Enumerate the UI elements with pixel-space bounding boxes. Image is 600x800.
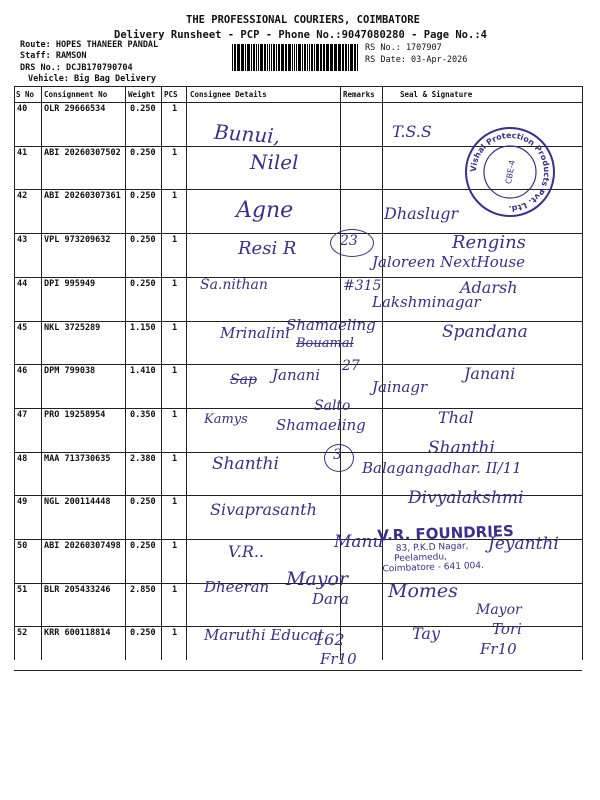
- handwriting: Resi R: [238, 238, 297, 259]
- foundry-name: V.R. FOUNDRIES: [377, 521, 515, 545]
- handwriting: Bouamal: [296, 336, 354, 351]
- handwriting: Kamys: [204, 412, 248, 427]
- barcode-bar: [256, 44, 257, 71]
- company-seal-stamp: [462, 124, 558, 220]
- cell-pcs: 1: [172, 235, 178, 246]
- cell-pcs: 1: [172, 322, 178, 333]
- handwriting: Thal: [438, 408, 474, 427]
- col-line: [161, 86, 162, 660]
- handwriting: Tori: [492, 620, 522, 638]
- table-top-border: [14, 86, 582, 87]
- handwriting: Mayor: [286, 568, 349, 590]
- handwriting: Dhaslugr: [384, 204, 459, 223]
- handwriting: Shamaeling: [276, 416, 366, 434]
- barcode-bar: [304, 44, 306, 71]
- barcode: [232, 44, 360, 71]
- cell-weight: 0.250: [130, 628, 156, 639]
- barcode-bar: [354, 44, 356, 71]
- barcode-bar: [285, 44, 287, 71]
- handwriting: Dara: [312, 590, 350, 608]
- vehicle-label: Vehicle: Big Bag Delivery: [28, 74, 156, 84]
- cell-pcs: 1: [172, 541, 178, 551]
- col-line: [125, 86, 126, 660]
- foundry-address-3: Coimbatore - 641 004.: [382, 560, 485, 575]
- barcode-bar: [357, 44, 358, 71]
- cell-weight: 0.350: [130, 409, 156, 420]
- handwriting: T.S.S: [392, 122, 432, 141]
- cell-sno: 43: [17, 235, 28, 246]
- cell-sno: 42: [17, 191, 28, 202]
- handwriting: Manu: [334, 532, 384, 552]
- barcode-bar: [298, 44, 301, 71]
- barcode-bar: [307, 44, 308, 71]
- col-weight: Weight: [128, 90, 156, 99]
- barcode-bar: [348, 44, 349, 71]
- handwriting: Mayor: [476, 602, 522, 618]
- handwriting: Jaloreen NextHouse: [372, 253, 525, 271]
- cell-weight: 0.250: [130, 147, 156, 158]
- handwriting: Maruthi Educat: [204, 626, 324, 644]
- handwriting: Shanthi: [428, 438, 495, 458]
- barcode-bar: [288, 44, 291, 71]
- barcode-bar: [251, 44, 252, 71]
- handwriting: V.R..: [228, 542, 265, 561]
- cell-consignment: ABI 20260307498: [44, 541, 121, 551]
- barcode-bar: [296, 44, 297, 71]
- col-consignee: Consignee Details: [190, 90, 267, 99]
- cell-consignment: DPI 995949: [44, 278, 96, 289]
- cell-pcs: 1: [172, 453, 178, 464]
- cell-consignment: NGL 200114448: [44, 497, 111, 508]
- cell-consignment: ABI 20260307502: [44, 147, 121, 158]
- handwriting: Adarsh: [460, 278, 518, 297]
- barcode-bar: [232, 44, 233, 71]
- barcode-bar: [253, 44, 255, 71]
- rs-number: RS No.: 1707907: [365, 43, 442, 53]
- handwriting: Divyalakshmi: [408, 488, 524, 508]
- handwriting: Dheeran: [204, 578, 270, 596]
- barcode-bar: [334, 44, 337, 71]
- barcode-bar: [269, 44, 270, 71]
- cell-consignment: KRR 600118814: [44, 628, 111, 639]
- row-divider: [14, 408, 582, 409]
- barcode-bar: [245, 44, 246, 71]
- cell-pcs: 1: [172, 278, 178, 289]
- handwriting: Jeyanthi: [488, 534, 559, 554]
- cell-sno: 40: [17, 104, 28, 114]
- barcode-bar: [309, 44, 310, 71]
- barcode-bar: [314, 44, 315, 71]
- barcode-bar: [281, 44, 284, 71]
- barcode-bar: [323, 44, 325, 71]
- barcode-bar: [278, 44, 280, 71]
- handwriting: Janani: [464, 364, 516, 383]
- company-name: THE PROFESSIONAL COURIERS, COIMBATORE: [186, 14, 420, 26]
- row-divider: [14, 452, 582, 453]
- col-sno: S No: [16, 90, 35, 99]
- handwriting: Mrinalini: [220, 324, 290, 342]
- handwriting: #315: [343, 278, 382, 294]
- barcode-bar: [267, 44, 268, 71]
- cell-consignment: ABI 20260307361: [44, 191, 121, 202]
- handwriting: Shamaeling: [286, 316, 376, 334]
- cell-sno: 44: [17, 278, 28, 289]
- cell-sno: 45: [17, 322, 28, 333]
- seal-ring-text: Vishal Protection Products Pvt. Ltd.: [468, 130, 552, 214]
- cell-weight: 0.250: [130, 541, 156, 551]
- handwriting: Jainagr: [372, 378, 428, 396]
- cell-weight: 0.250: [130, 235, 156, 246]
- cell-pcs: 1: [172, 147, 178, 158]
- barcode-bar: [330, 44, 333, 71]
- cell-weight: 1.150: [130, 322, 156, 333]
- row-divider: [14, 670, 582, 671]
- col-pcs: PCS: [164, 90, 178, 99]
- seal-center-text: CBE-4: [503, 159, 518, 185]
- handwriting: 3: [333, 447, 342, 463]
- handwriting: Sa.nithan: [200, 277, 268, 293]
- cell-weight: 0.250: [130, 497, 156, 508]
- handwriting: 162: [314, 630, 345, 649]
- barcode-bar: [273, 44, 275, 71]
- barcode-bar: [342, 44, 344, 71]
- foundry-stamp: [377, 521, 529, 582]
- barcode-bar: [258, 44, 259, 71]
- handwriting: 27: [342, 358, 360, 374]
- cell-pcs: 1: [172, 104, 178, 114]
- cell-pcs: 1: [172, 497, 178, 508]
- cell-consignment: BLR 205433246: [44, 584, 111, 595]
- cell-consignment: VPL 973209632: [44, 235, 111, 246]
- barcode-bar: [260, 44, 263, 71]
- col-remarks: Remarks: [343, 90, 375, 99]
- handwriting: Balagangadhar. II/11: [362, 459, 522, 477]
- header-divider: [14, 102, 582, 103]
- cell-sno: 46: [17, 366, 28, 377]
- barcode-bar: [338, 44, 341, 71]
- cell-weight: 0.250: [130, 104, 156, 114]
- barcode-bar: [316, 44, 319, 71]
- col-line: [41, 86, 42, 660]
- cell-consignment: PRO 19258954: [44, 409, 106, 420]
- handwriting: Fr10: [480, 640, 517, 658]
- handwriting: Fr10: [320, 650, 357, 668]
- barcode-bar: [311, 44, 313, 71]
- barcode-bar: [271, 44, 272, 71]
- cell-sno: 51: [17, 584, 28, 595]
- barcode-graphic: [232, 44, 360, 71]
- handwriting: Rengins: [452, 232, 526, 253]
- barcode-bar: [294, 44, 295, 71]
- cell-weight: 2.850: [130, 584, 156, 595]
- cell-sno: 49: [17, 497, 28, 508]
- cell-weight: 0.250: [130, 278, 156, 289]
- handwriting: Salto: [314, 398, 351, 414]
- barcode-bar: [292, 44, 293, 71]
- cell-sno: 50: [17, 541, 28, 551]
- handwriting: Sivaprasanth: [210, 500, 317, 519]
- handwriting: Lakshminagar: [372, 293, 481, 311]
- cell-sno: 41: [17, 147, 28, 158]
- barcode-bar: [247, 44, 250, 71]
- handwriting: Spandana: [442, 322, 528, 342]
- cell-consignment: DPM 799038: [44, 366, 96, 377]
- barcode-bar: [264, 44, 266, 71]
- col-consignment: Consignment No: [44, 90, 108, 99]
- handwriting: Tay: [412, 624, 441, 643]
- foundry-address-2: Peelamedu,: [394, 552, 448, 565]
- barcode-bar: [326, 44, 329, 71]
- barcode-bar: [234, 44, 236, 71]
- barcode-bar: [276, 44, 277, 71]
- cell-consignment: NKL 3725289: [44, 322, 101, 333]
- col-seal: Seal & Signature: [400, 90, 473, 99]
- cell-weight: 0.250: [130, 191, 156, 202]
- cell-weight: 2.380: [130, 453, 156, 464]
- handwriting: Momes: [388, 580, 458, 602]
- barcode-bar: [241, 44, 244, 71]
- barcode-bar: [320, 44, 322, 71]
- col-line: [14, 86, 15, 660]
- barcode-bar: [302, 44, 303, 71]
- cell-consignment: OLR 29666534: [44, 104, 106, 114]
- cell-pcs: 1: [172, 191, 178, 202]
- barcode-bar: [237, 44, 240, 71]
- handwriting: Janani: [272, 366, 321, 384]
- cell-pcs: 1: [172, 584, 178, 595]
- col-line: [582, 86, 583, 660]
- route-label: Route: HOPES THANEER PANDAL: [20, 40, 159, 50]
- handwriting: Sap: [230, 372, 257, 388]
- cell-sno: 47: [17, 409, 28, 420]
- cell-sno: 52: [17, 628, 28, 639]
- drs-label: DRS No.: DCJB170790704: [20, 63, 133, 73]
- cell-consignment: MAA 713730635: [44, 453, 111, 464]
- page-title: Delivery Runsheet - PCP - Phone No.:9047080280 - Page No.:4: [114, 29, 487, 41]
- handwriting: Bunui,: [213, 119, 281, 149]
- foundry-address-1: 83, P.K.D Nagar,: [395, 541, 469, 554]
- seal-graphic: [462, 124, 558, 220]
- cell-pcs: 1: [172, 366, 178, 377]
- staff-label: Staff: RAMSON: [20, 51, 87, 61]
- handwriting: Shanthi: [212, 454, 279, 474]
- col-line: [186, 86, 187, 660]
- handwriting: Nilel: [250, 150, 299, 174]
- barcode-bar: [345, 44, 347, 71]
- barcode-bar: [350, 44, 353, 71]
- handwriting: Agne: [236, 198, 294, 223]
- handwriting: 23: [340, 233, 358, 249]
- rs-date: RS Date: 03-Apr-2026: [365, 55, 468, 65]
- cell-pcs: 1: [172, 628, 178, 639]
- cell-weight: 1.410: [130, 366, 156, 377]
- cell-sno: 48: [17, 453, 28, 464]
- cell-pcs: 1: [172, 409, 178, 420]
